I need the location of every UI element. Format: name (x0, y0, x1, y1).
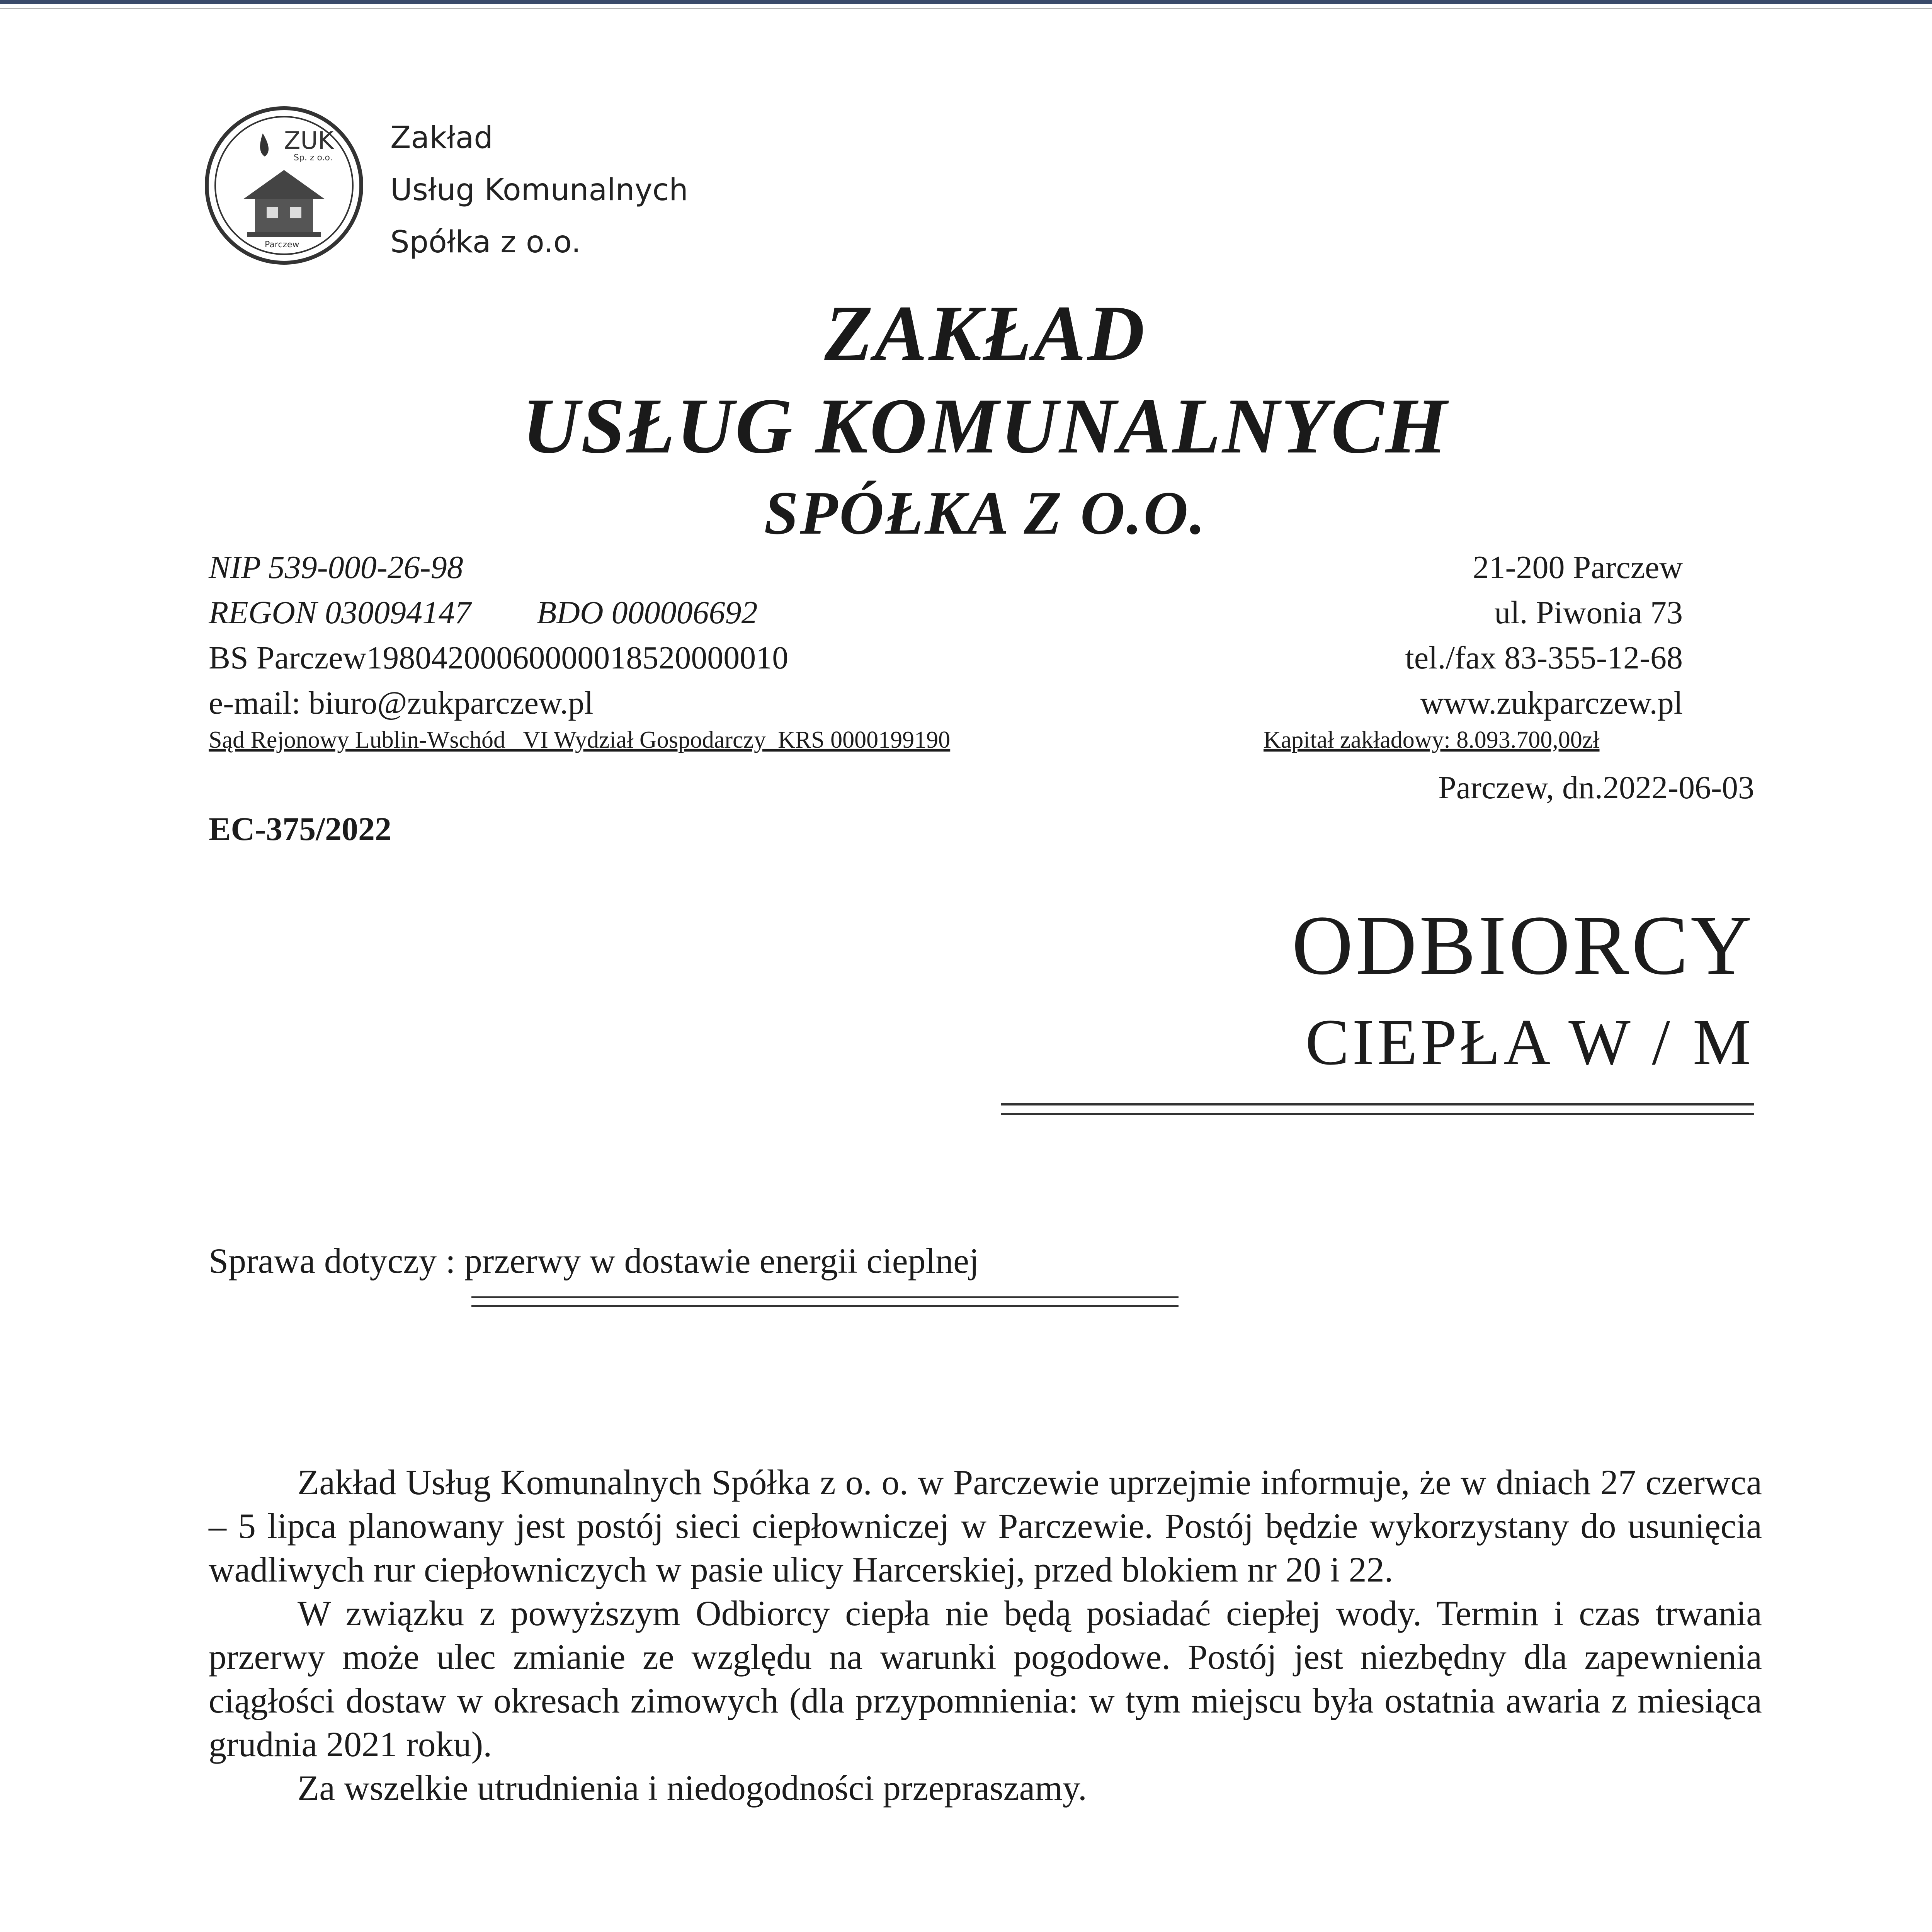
bdo-number: BDO 000006692 (536, 595, 758, 631)
addressee-underline (1001, 1113, 1754, 1115)
nip-number: NIP 539-000-26-98 (209, 549, 463, 585)
logo-badge-place: Parczew (265, 240, 299, 250)
letter-body (209, 1461, 1762, 1810)
logo-name-line: Usług Komunalnych (390, 173, 688, 207)
phone-fax: tel./fax 83-355-12-68 (1405, 640, 1683, 676)
heading-line-2: USŁUG KOMUNALNYCH (522, 382, 1449, 470)
company-info-left (209, 545, 788, 726)
company-info-right (1405, 545, 1683, 726)
logo-company-name (390, 112, 688, 269)
bank-account: BS Parczew19804200060000018520000010 (209, 640, 789, 676)
share-capital: Kapitał zakładowy: 8.093.700,00zł (1264, 727, 1600, 753)
logo-name-line: Spółka z o.o. (390, 225, 581, 260)
logo-badge-subtext: Sp. z o.o. (294, 153, 333, 163)
addressee-line-1: ODBIORCY (1292, 898, 1754, 992)
scan-top-edge (0, 0, 1932, 4)
company-logo (201, 102, 367, 269)
heading-line-1: ZAKŁAD (824, 289, 1146, 377)
logo-badge-text: ZUK (284, 126, 334, 155)
postal-code-city: 21-200 Parczew (1473, 549, 1683, 585)
court-registry: Sąd Rejonowy Lublin-Wschód VI Wydział Gospodarczy KRS 0000199190 (209, 727, 951, 753)
subject-underline (471, 1296, 1179, 1298)
addressee-line-2: CIEPŁA W / M (1305, 1006, 1754, 1078)
subject-line: Sprawa dotyczy : przerwy w dostawie energii cieplnej (209, 1241, 979, 1281)
letter-date: Parczew, dn.2022-06-03 (1438, 770, 1754, 806)
website: www.zukparczew.pl (1420, 685, 1683, 721)
body-paragraph-2: W związku z powyższym Odbiorcy ciepła nie będą posiadać ciepłej wody. Termin i czas trwania przerwy może ulec zmianie ze względu na warunki pogodowe. Postój jest niezbędny dla zapewnienia ciągłości dostaw w okresach zimowych (dla przypomnienia: w tym miejscu była ostatnia awaria z miesiąca grudnia 2021 roku). (209, 1594, 1762, 1764)
logo-name-line: Zakład (390, 121, 493, 155)
email-address: e-mail: biuro@zukparczew.pl (209, 685, 594, 721)
body-paragraph-1: Zakład Usług Komunalnych Spółka z o. o. w Parczewie uprzejmie informuje, że w dniach 27 czerwca – 5 lipca planowany jest postój sieci ciepłowniczej w Parczewie. Postój będzie wykorzystany do usunięcia wadliwych rur ciepłowniczych w pasie ulicy Harcerskiej, przed blokiem nr 20 i 22. (209, 1463, 1762, 1589)
addressee-underline (1001, 1103, 1754, 1105)
body-paragraph-3: Za wszelkie utrudnienia i niedogodności przepraszamy. (298, 1768, 1087, 1808)
street-address: ul. Piwonia 73 (1494, 595, 1683, 631)
reference-number: EC-375/2022 (209, 810, 391, 847)
subject-underline (471, 1305, 1179, 1307)
regon-bdo-line (209, 590, 788, 635)
heading-line-3: SPÓŁKA Z O.O. (764, 478, 1207, 547)
regon-number: REGON 030094147 (209, 595, 471, 631)
